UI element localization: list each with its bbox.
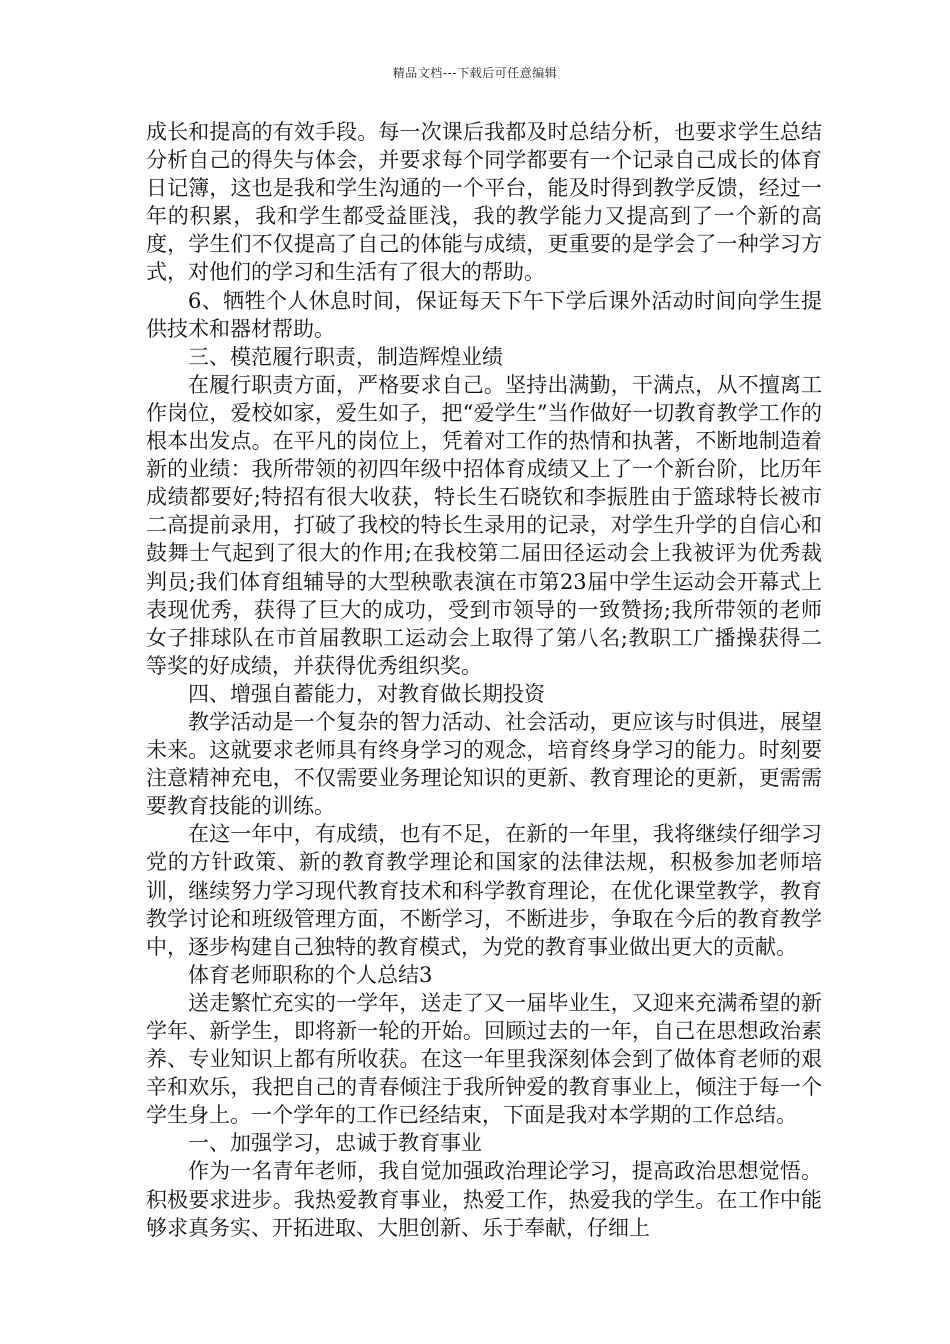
document-body [146, 118, 822, 1242]
paragraph-duties: 在履行职责方面，严格要求自己。坚持出满勤，干满点，从不擅离工作岗位，爱校如家，爱生如子，把“爱学生”当作做好一切教育教学工作的根本出发点。在平凡的岗位上，凭着对工作的热情和执著，不断地制造着新的业绩：我所带领的初四年级中招体育成绩又上了一个新台阶，比历年成绩都要好;特招有很大收获，特长生石晓钦和李振胜由于篮球特长被市二高提前录用，打破了我校的特长生录用的记录，对学生升学的自信心和鼓舞士气起到了很大的作用;在我校第二届田径运动会上我被评为优秀裁判员;我们体育组辅导的大型秧歌表演在市第23届中学生运动会开幕式上表现优秀，获得了巨大的成功，受到市领导的一致赞扬;我所带领的老师女子排球队在市首届教职工运动会上取得了第八名;教职工广播操获得二等奖的好成绩，并获得优秀组织奖。 [146, 372, 822, 678]
document-subtitle: 体育老师职称的个人总结3 [188, 962, 433, 987]
section-heading-4: 四、增强自蓄能力，对教育做长期投资 [188, 681, 545, 706]
paragraph-item-6: 6、牺牲个人休息时间，保证每天下午下学后课外活动时间向学生提供技术和器材帮助。 [146, 288, 822, 341]
paragraph-intro: 送走繁忙充实的一学年，送走了又一届毕业生，又迎来充满希望的新学年、新学生，即将新一轮的开始。回顾过去的一年，自己在思想政治素养、专业知识上都有所收获。在这一年里我深刻体会到了做体育老师的艰辛和欢乐，我把自己的青春倾注于我所钟爱的教育事业上，倾注于每一个学生身上。一个学年的工作已经结束，下面是我对本学期的工作总结。 [146, 990, 822, 1128]
section-heading-1: 一、加强学习，忠诚于教育事业 [188, 1131, 482, 1156]
page-header: 精品文档---下载后可任意编辑 [392, 66, 558, 80]
section-heading-3: 三、模范履行职责，制造辉煌业绩 [188, 344, 503, 369]
paragraph-study: 作为一名青年老师，我自觉加强政治理论学习，提高政治思想觉悟。积极要求进步。我热爱教育事业，热爱工作，热爱我的学生。在工作中能够求真务实、开拓进取、大胆创新、乐于奉献，仔细上 [146, 1159, 822, 1240]
paragraph-continuation: 成长和提高的有效手段。每一次课后我都及时总结分析，也要求学生总结分析自己的得失与体会，并要求每个同学都要有一个记录自己成长的体育日记簿，这也是我和学生沟通的一个平台，能及时得到教学反馈，经过一年的积累，我和学生都受益匪浅，我的教学能力又提高到了一个新的高度，学生们不仅提高了自己的体能与成绩，更重要的是学会了一种学习方式，对他们的学习和生活有了很大的帮助。 [146, 120, 822, 285]
paragraph-lifelong-learning: 教学活动是一个复杂的智力活动、社会活动，更应该与时俱进，展望未来。这就要求老师具有终身学习的观念，培育终身学习的能力。时刻要注意精神充电，不仅需要业务理论知识的更新、教育理论的更新，更需需要教育技能的训练。 [146, 709, 822, 819]
paragraph-year-summary: 在这一年中，有成绩，也有不足，在新的一年里，我将继续仔细学习党的方针政策、新的教育教学理论和国家的法律法规，积极参加老师培训，继续努力学习现代教育技术和科学教育理论，在优化课堂教学，教育教学讨论和班级管理方面，不断学习，不断进步，争取在今后的教育教学中，逐步构建自己独特的教育模式，为党的教育事业做出更大的贡献。 [146, 822, 822, 959]
